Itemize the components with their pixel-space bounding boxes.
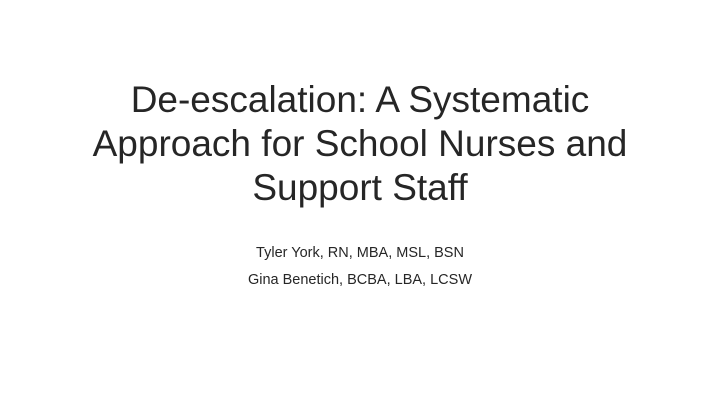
slide-subtitle bbox=[40, 240, 680, 294]
slide-title-line-1: De-escalation: A Systematic bbox=[130, 79, 590, 120]
author-line-1: Tyler York, RN, MBA, MSL, BSN bbox=[256, 245, 464, 261]
author-line-2: Gina Benetich, BCBA, LBA, LCSW bbox=[247, 272, 473, 288]
slide-title-line-2: Approach for School Nurses and bbox=[92, 123, 628, 164]
slide-title-line-3: Support Staff bbox=[252, 167, 468, 208]
slide-title bbox=[40, 78, 680, 210]
